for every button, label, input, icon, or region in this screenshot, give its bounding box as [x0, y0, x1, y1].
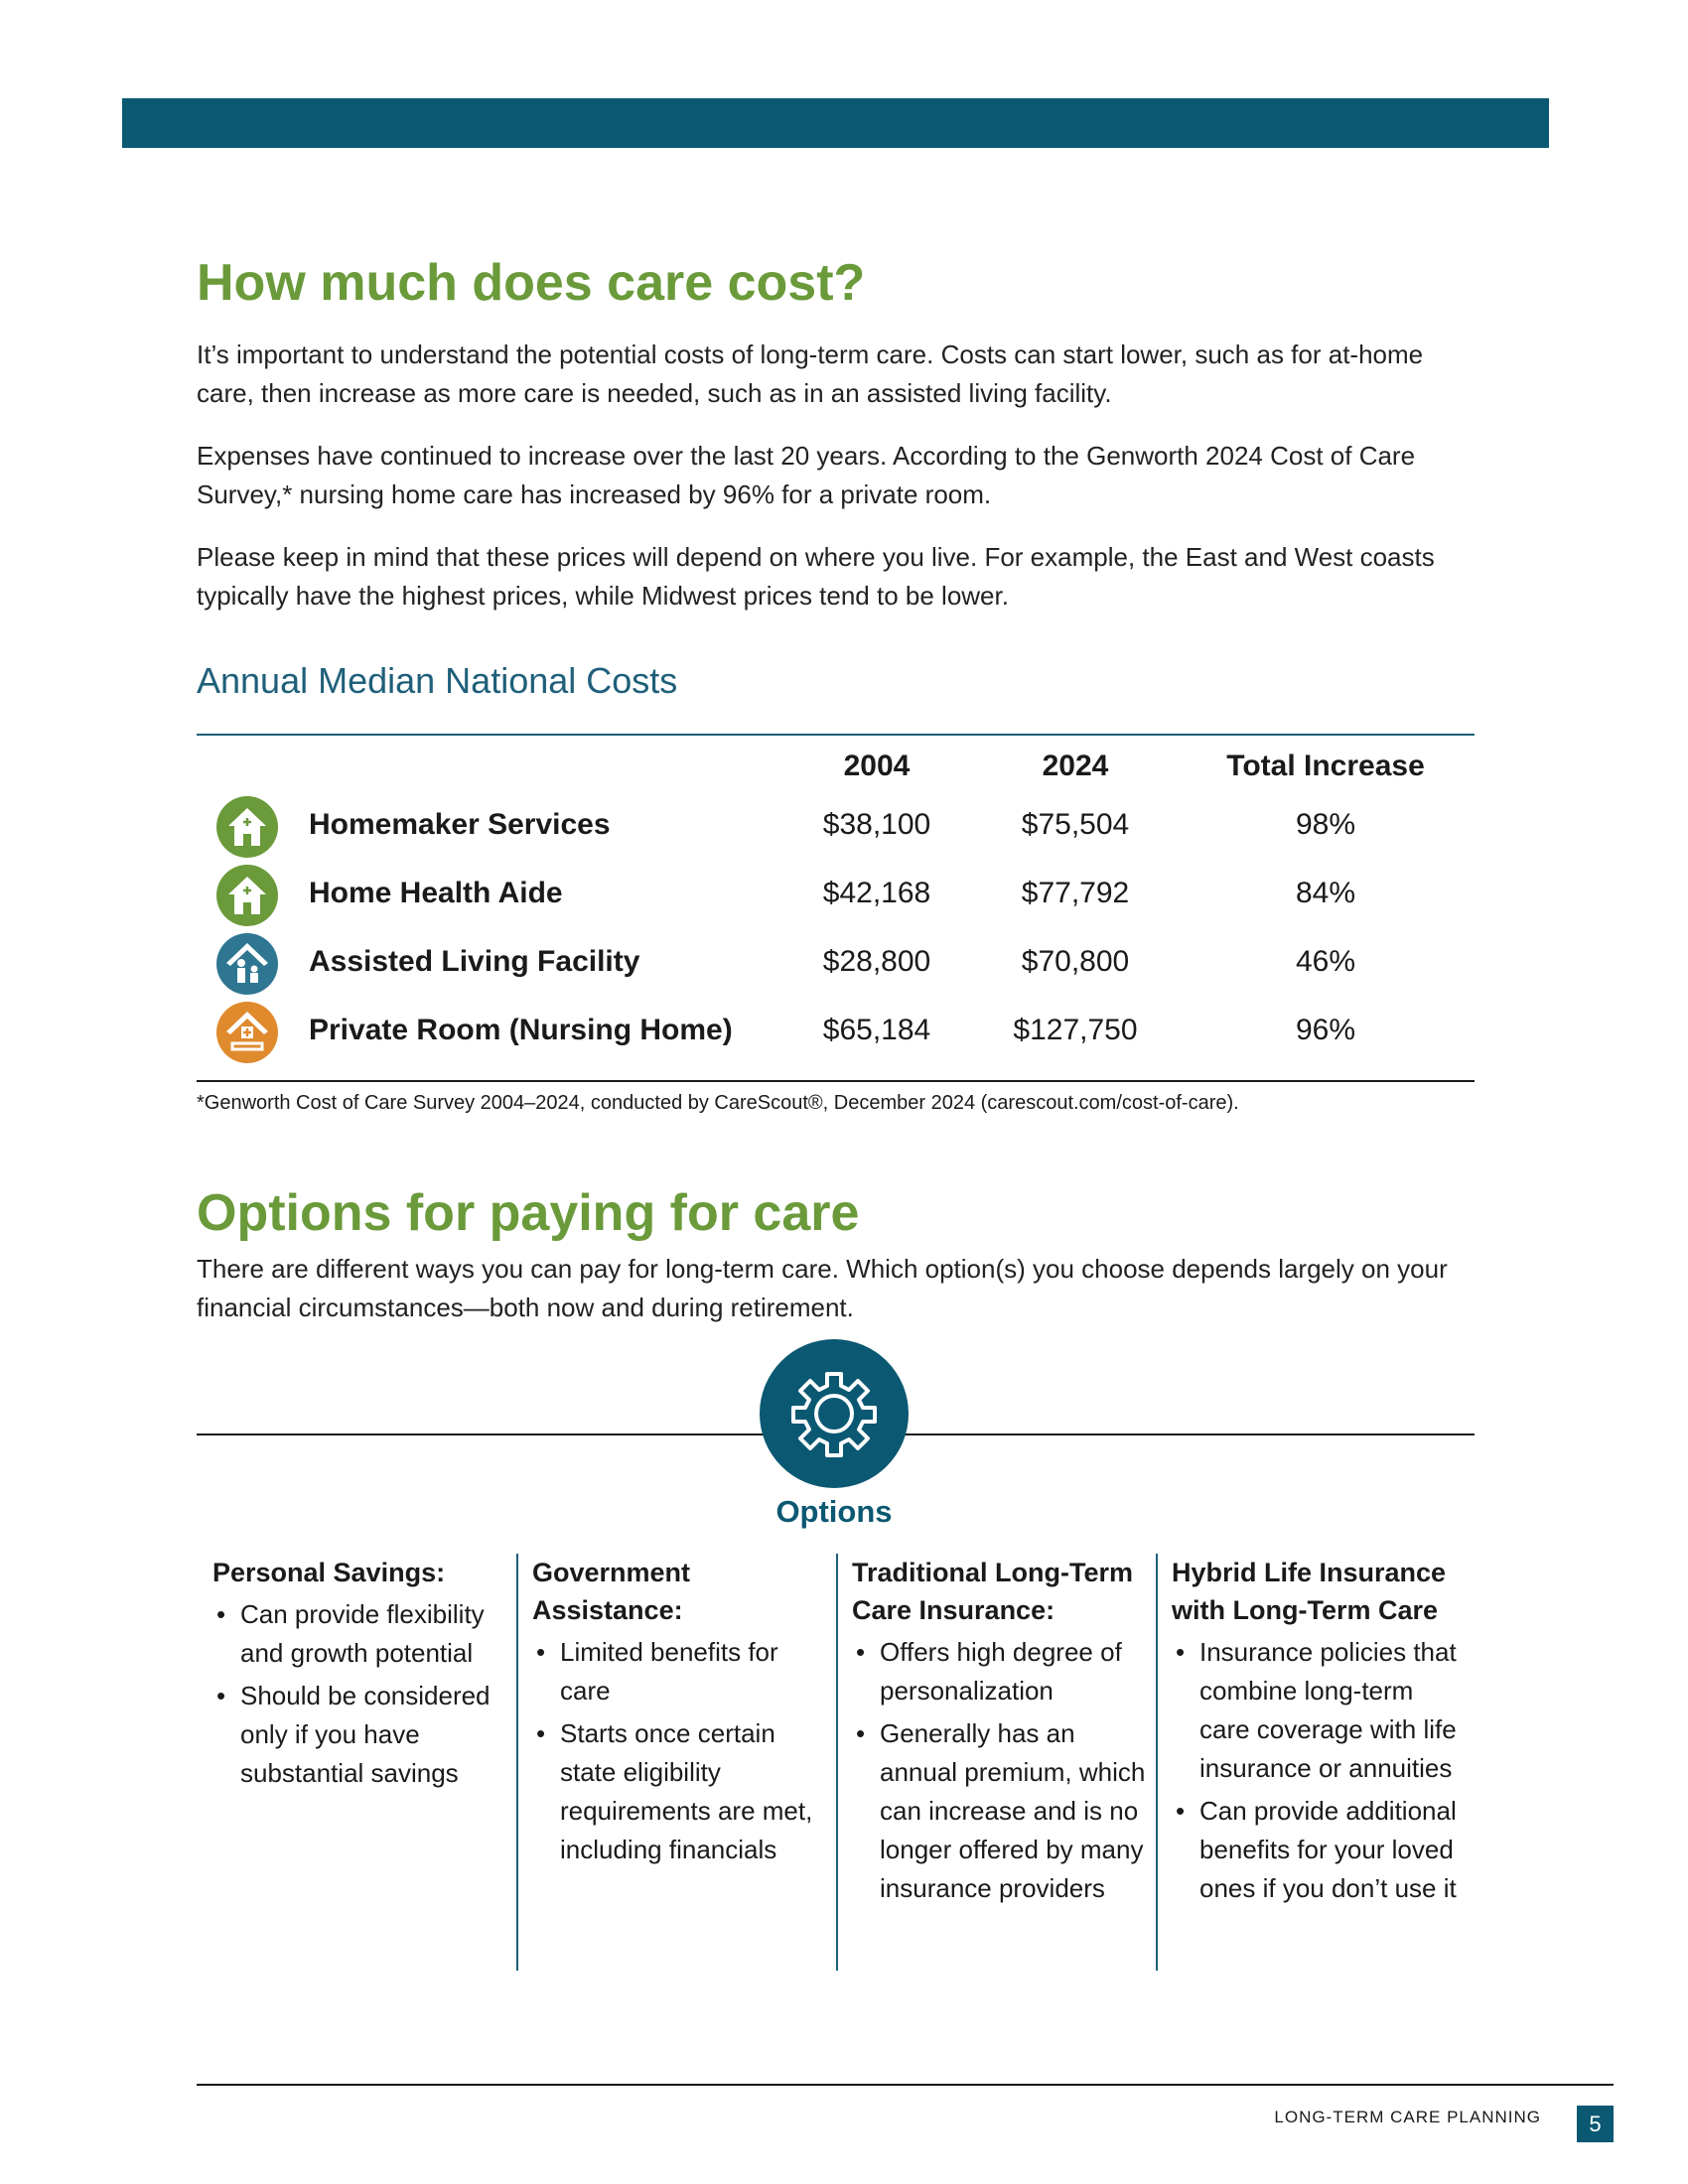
option-heading: Government Assistance: [532, 1558, 691, 1625]
column-header: 2024 [1042, 750, 1109, 782]
column-header: 2004 [843, 750, 911, 782]
table-title: Annual Median National Costs [197, 660, 678, 701]
column-header: Total Increase [1226, 750, 1425, 782]
total-increase: 98% [1295, 808, 1356, 841]
option-bullet: • Generally has an annual premium, which can increase and is no longer offered by many insurance providers [852, 1714, 1150, 1908]
gear-icon [760, 1339, 909, 1488]
cost-2024: $70,800 [1021, 945, 1130, 978]
paragraph: Please keep in mind that these prices will depend on where you live. For example, the East and West coasts typically have the highest prices, while Midwest prices tend to be lower. [197, 542, 1435, 611]
house-plus-icon [216, 796, 278, 858]
option-column [1172, 1554, 1470, 1912]
column-divider [516, 1554, 518, 1971]
option-column [212, 1554, 510, 1797]
option-heading: Personal Savings: [212, 1558, 446, 1587]
cost-2024: $75,504 [1021, 808, 1130, 841]
total-increase: 96% [1295, 1014, 1356, 1046]
cost-2024: $77,792 [1021, 877, 1130, 909]
options-label: Options [775, 1494, 893, 1529]
paragraph: Expenses have continued to increase over the last 20 years. According to the Genworth 2024 Cost of Care Survey,* nursing home care has increased by 96% for a private room. [197, 441, 1416, 509]
option-bullet: • Can provide flexibility and growth potential [212, 1595, 510, 1673]
cost-2004: $28,800 [822, 945, 931, 978]
option-column [532, 1554, 830, 1873]
row-label: Home Health Aide [309, 877, 563, 909]
section-title: Options for paying for care [197, 1184, 860, 1242]
option-bullet: • Offers high degree of personalization [852, 1633, 1150, 1710]
footer-text: LONG-TERM CARE PLANNING [1274, 2108, 1541, 2126]
cost-2004: $38,100 [822, 808, 931, 841]
cost-2004: $42,168 [822, 877, 931, 909]
cost-2004: $65,184 [822, 1014, 931, 1046]
option-bullet: • Insurance policies that combine long-term care coverage with life insurance or annuities [1172, 1633, 1470, 1788]
total-increase: 84% [1295, 877, 1356, 909]
option-bullet: • Can provide additional benefits for your loved ones if you don’t use it [1172, 1792, 1470, 1908]
divider [197, 734, 1475, 736]
page-title: How much does care cost? [197, 254, 866, 312]
table-row [197, 1002, 1475, 1063]
house-plus-icon [216, 865, 278, 926]
option-bullet: • Limited benefits for care [532, 1633, 830, 1710]
option-column [852, 1554, 1150, 1912]
footer-divider [197, 2084, 1614, 2086]
column-divider [836, 1554, 838, 1971]
row-label: Private Room (Nursing Home) [309, 1014, 733, 1046]
paragraph: It’s important to understand the potential costs of long-term care. Costs can start lower, such as for at-home care, then increase as more care is needed, such as in an assisted living facility. [197, 340, 1424, 408]
option-heading: Hybrid Life Insurance with Long-Term Care [1172, 1558, 1447, 1625]
divider [197, 1080, 1475, 1082]
table-row [197, 796, 1475, 858]
cost-2024: $127,750 [1013, 1014, 1138, 1046]
option-bullet: • Starts once certain state eligibility requirements are met, including financials [532, 1714, 830, 1869]
option-bullet: • Should be considered only if you have substantial savings [212, 1677, 510, 1793]
row-label: Homemaker Services [309, 808, 611, 841]
house-bed-icon [216, 1002, 278, 1063]
total-increase: 46% [1295, 945, 1356, 978]
paragraph: There are different ways you can pay for long-term care. Which option(s) you choose depends largely on your financial circumstances—both now and during retirement. [197, 1254, 1448, 1322]
column-divider [1156, 1554, 1158, 1971]
house-caregiver-icon [216, 933, 278, 995]
header-bar [122, 98, 1549, 148]
row-label: Assisted Living Facility [309, 945, 640, 978]
page-number: 5 [1577, 2106, 1614, 2142]
footnote: *Genworth Cost of Care Survey 2004–2024, conducted by CareScout®, December 2024 (carescout.com/cost-of-care). [197, 1092, 1239, 1114]
table-row [197, 933, 1475, 995]
option-heading: Traditional Long-Term Care Insurance: [852, 1558, 1133, 1625]
table-row [197, 865, 1475, 926]
